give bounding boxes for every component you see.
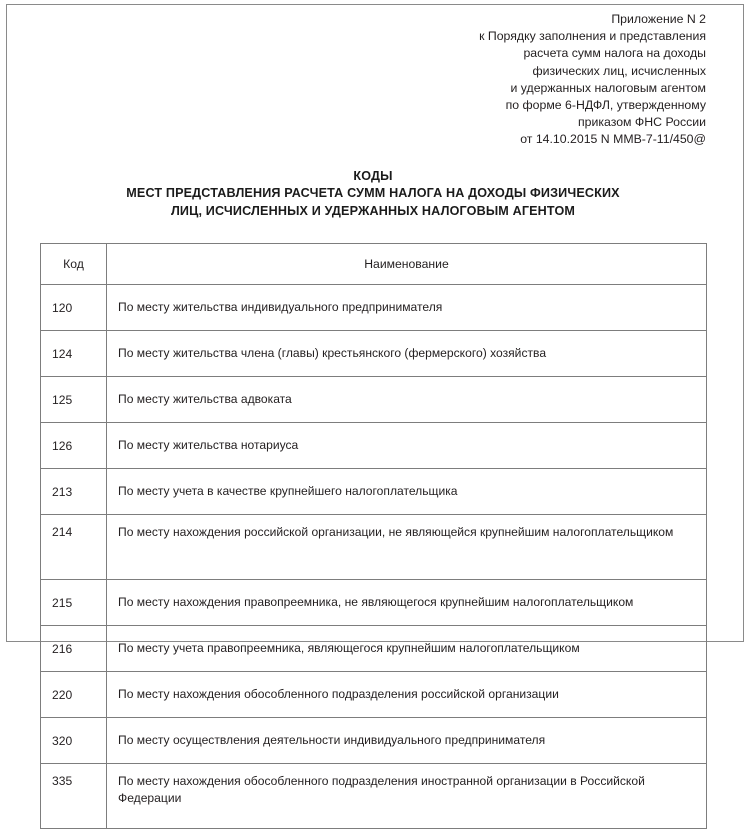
appendix-reference-block [40,0,706,149]
cell-name: По месту учета в качестве крупнейшего налогоплательщика [107,469,707,515]
cell-name: По месту жительства адвоката [107,377,707,423]
cell-code: 125 [41,377,107,423]
table-row [41,331,707,377]
cell-code: 335 [41,764,107,829]
table-row [41,718,707,764]
codes-table [40,243,707,829]
page-title-line-2: МЕСТ ПРЕДСТАВЛЕНИЯ РАСЧЕТА СУММ НАЛОГА НА ДОХОДЫ ФИЗИЧЕСКИХ [126,186,620,201]
table-row [41,469,707,515]
cell-name: По месту жительства члена (главы) крестьянского (фермерского) хозяйства [107,331,707,377]
cell-code: 220 [41,672,107,718]
appendix-reference-line-7: приказом ФНС России [578,115,706,130]
page-title [40,168,706,221]
table-row [41,515,707,580]
page-title-line-1: КОДЫ [353,168,393,183]
cell-name: По месту учета правопреемника, являющегося крупнейшим налогоплательщиком [107,626,707,672]
cell-name: По месту жительства нотариуса [107,423,707,469]
appendix-reference-line-2: к Порядку заполнения и представления [479,29,706,44]
cell-code: 120 [41,285,107,331]
cell-code: 124 [41,331,107,377]
cell-name: По месту жительства индивидуального предпринимателя [107,285,707,331]
table-head [41,244,707,285]
appendix-reference-line-3: расчета сумм налога на доходы [523,46,706,61]
appendix-reference-line-8: от 14.10.2015 N ММВ-7-11/450@ [520,132,706,147]
cell-name: По месту осуществления деятельности индивидуального предпринимателя [107,718,707,764]
table-row [41,626,707,672]
cell-code: 215 [41,580,107,626]
table-row [41,423,707,469]
cell-name: По месту нахождения российской организации, не являющейся крупнейшим налогоплательщиком [107,515,707,580]
appendix-reference-line-1: Приложение N 2 [611,12,706,26]
table-body [41,285,707,829]
cell-name: По месту нахождения правопреемника, не являющегося крупнейшим налогоплательщиком [107,580,707,626]
appendix-reference-line-6: по форме 6-НДФЛ, утвержденному [505,98,706,113]
cell-code: 213 [41,469,107,515]
table-header-row [41,244,707,285]
table-row [41,672,707,718]
page-title-line-3: ЛИЦ, ИСЧИСЛЕННЫХ И УДЕРЖАННЫХ НАЛОГОВЫМ АГЕНТОМ [170,203,576,218]
appendix-reference-line-4: физических лиц, исчисленных [532,63,706,78]
table-row [41,580,707,626]
cell-name: По месту нахождения обособленного подразделения иностранной организации в Российской Федерации [107,764,707,829]
cell-name: По месту нахождения обособленного подразделения российской организации [107,672,707,718]
column-header-name: Наименование [107,244,707,285]
appendix-reference-line-5: и удержанных налоговым агентом [510,80,706,95]
cell-code: 126 [41,423,107,469]
cell-code: 320 [41,718,107,764]
column-header-code: Код [41,244,107,285]
document-content [40,0,706,829]
table-row [41,377,707,423]
table-row [41,764,707,829]
cell-code: 214 [41,515,107,580]
table-row [41,285,707,331]
cell-code: 216 [41,626,107,672]
